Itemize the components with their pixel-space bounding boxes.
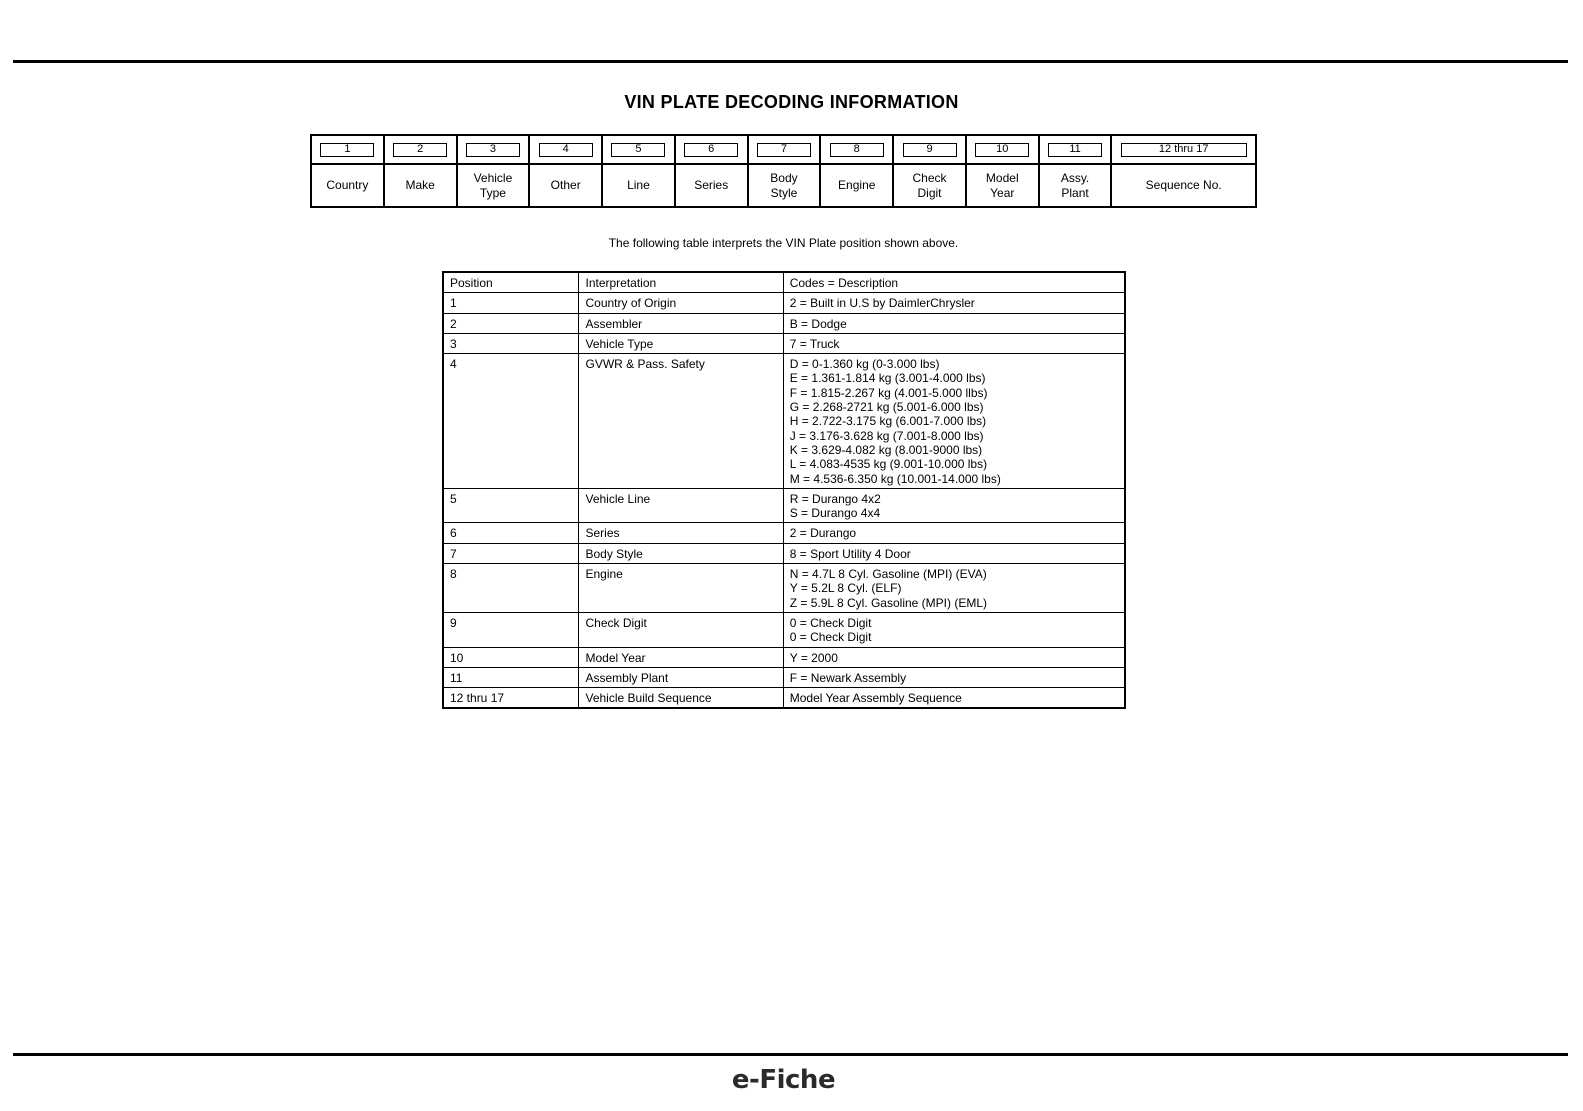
vin-position-number-area bbox=[1112, 136, 1255, 165]
code-line: M = 4.536-6.350 kg (10.001-14.000 lbs) bbox=[789, 471, 1001, 486]
code-line: Model Year Assembly Sequence bbox=[789, 691, 962, 706]
code-line: G = 2.268-2721 kg (5.001-6.000 lbs) bbox=[789, 400, 984, 415]
cell-position: 8 bbox=[443, 564, 579, 613]
code-line: J = 3.176-3.628 kg (7.001-8.000 lbs) bbox=[789, 428, 984, 443]
cell-codes bbox=[783, 313, 1125, 333]
vin-position-cell bbox=[312, 136, 385, 206]
cell-codes bbox=[783, 667, 1125, 687]
cell-codes bbox=[783, 564, 1125, 613]
table-row bbox=[443, 333, 1125, 353]
vin-position-label: Body Style bbox=[770, 170, 798, 200]
cell-position: 2 bbox=[443, 313, 579, 333]
vin-position-cell bbox=[603, 136, 676, 206]
cell-position: 10 bbox=[443, 647, 579, 667]
vin-position-label: Other bbox=[550, 178, 581, 192]
table-row bbox=[443, 688, 1125, 709]
cell-interpretation: Vehicle Type bbox=[579, 333, 783, 353]
vin-position-number-area bbox=[530, 136, 601, 165]
vin-position-label: Vehicle Type bbox=[473, 170, 513, 200]
table-row bbox=[443, 564, 1125, 613]
cell-interpretation: Series bbox=[579, 523, 783, 543]
vin-position-label: Model Year bbox=[985, 170, 1019, 200]
table-row bbox=[443, 543, 1125, 563]
cell-interpretation: Assembly Plant bbox=[579, 667, 783, 687]
code-line: D = 0-1.360 kg (0-3.000 lbs) bbox=[789, 357, 940, 372]
header-position: Position bbox=[443, 272, 579, 293]
code-line: 7 = Truck bbox=[789, 336, 840, 351]
code-line: Z = 5.9L 8 Cyl. Gasoline (MPI) (EML) bbox=[789, 595, 987, 610]
table-row bbox=[443, 488, 1125, 523]
vin-position-label: Line bbox=[627, 178, 650, 192]
cell-codes bbox=[783, 488, 1125, 523]
code-line: 0 = Check Digit bbox=[789, 615, 872, 630]
efiche-logo: e-Fiche bbox=[731, 1065, 836, 1095]
header-codes: Codes = Description bbox=[783, 272, 1125, 293]
table-row bbox=[443, 293, 1125, 313]
vin-position-number: 12 thru 17 bbox=[1121, 143, 1247, 157]
cell-codes bbox=[783, 647, 1125, 667]
table-row bbox=[443, 612, 1125, 647]
cell-interpretation: GVWR & Pass. Safety bbox=[579, 354, 783, 489]
vin-position-label: Engine bbox=[838, 178, 876, 192]
vin-position-number: 2 bbox=[393, 143, 447, 157]
table-row bbox=[443, 667, 1125, 687]
table-header-row bbox=[443, 272, 1125, 293]
vin-position-label: Series bbox=[694, 178, 729, 192]
vin-position-number: 10 bbox=[975, 143, 1029, 157]
cell-position: 9 bbox=[443, 612, 579, 647]
cell-interpretation: Engine bbox=[579, 564, 783, 613]
cell-interpretation: Vehicle Build Sequence bbox=[579, 688, 783, 709]
code-line: 0 = Check Digit bbox=[789, 630, 872, 645]
vin-position-number: 11 bbox=[1048, 143, 1102, 157]
code-line: K = 3.629-4.082 kg (8.001-9000 lbs) bbox=[789, 442, 983, 457]
cell-position: 6 bbox=[443, 523, 579, 543]
code-line: B = Dodge bbox=[789, 316, 847, 331]
vin-position-number-area bbox=[458, 136, 529, 165]
vin-decode-table bbox=[442, 271, 1126, 709]
cell-codes bbox=[783, 612, 1125, 647]
code-line: N = 4.7L 8 Cyl. Gasoline (MPI) (EVA) bbox=[789, 567, 987, 582]
code-line: F = Newark Assembly bbox=[789, 670, 907, 685]
table-row bbox=[443, 523, 1125, 543]
vin-position-cell bbox=[676, 136, 749, 206]
code-line: H = 2.722-3.175 kg (6.001-7.000 lbs) bbox=[789, 414, 987, 429]
cell-interpretation: Country of Origin bbox=[579, 293, 783, 313]
cell-codes bbox=[783, 523, 1125, 543]
vin-position-number: 4 bbox=[539, 143, 593, 157]
vin-position-number-area bbox=[894, 136, 965, 165]
vin-position-number-area bbox=[676, 136, 747, 165]
code-line: L = 4.083-4535 kg (9.001-10.000 lbs) bbox=[789, 457, 988, 472]
vin-position-number: 7 bbox=[757, 143, 811, 157]
cell-codes bbox=[783, 293, 1125, 313]
code-line: Y = 5.2L 8 Cyl. (ELF) bbox=[789, 581, 902, 596]
vin-position-number-area bbox=[312, 136, 383, 165]
cell-codes bbox=[783, 354, 1125, 489]
vin-position-number-area bbox=[821, 136, 892, 165]
code-line: S = Durango 4x4 bbox=[789, 506, 881, 521]
code-line: 2 = Built in U.S by DaimlerChrysler bbox=[789, 296, 975, 311]
cell-interpretation: Body Style bbox=[579, 543, 783, 563]
vin-position-number: 8 bbox=[830, 143, 884, 157]
code-line: F = 1.815-2.267 kg (4.001-5.000 llbs) bbox=[789, 385, 988, 400]
vin-position-label: Sequence No. bbox=[1145, 178, 1222, 192]
vin-position-cell bbox=[967, 136, 1040, 206]
cell-interpretation: Model Year bbox=[579, 647, 783, 667]
vin-position-number: 3 bbox=[466, 143, 520, 157]
table-caption: The following table interprets the VIN Plate position shown above. bbox=[608, 236, 959, 250]
vin-position-cell bbox=[530, 136, 603, 206]
vin-position-cell bbox=[1040, 136, 1113, 206]
code-line: 2 = Durango bbox=[789, 526, 857, 541]
vin-position-cell bbox=[821, 136, 894, 206]
cell-position: 5 bbox=[443, 488, 579, 523]
code-line: E = 1.361-1.814 kg (3.001-4.000 lbs) bbox=[789, 371, 986, 386]
vin-position-label: Assy. Plant bbox=[1060, 170, 1090, 200]
vin-position-cell bbox=[385, 136, 458, 206]
bottom-rule bbox=[13, 1053, 1568, 1056]
table-row bbox=[443, 647, 1125, 667]
cell-position: 11 bbox=[443, 667, 579, 687]
cell-interpretation: Assembler bbox=[579, 313, 783, 333]
vin-position-cell bbox=[749, 136, 822, 206]
cell-codes bbox=[783, 688, 1125, 709]
vin-position-label: Country bbox=[326, 178, 369, 192]
vin-position-number-area bbox=[1040, 136, 1111, 165]
cell-position: 4 bbox=[443, 354, 579, 489]
table-row bbox=[443, 354, 1125, 489]
code-line: Y = 2000 bbox=[789, 650, 838, 665]
vin-position-number: 5 bbox=[611, 143, 665, 157]
cell-position: 1 bbox=[443, 293, 579, 313]
vin-position-cell bbox=[458, 136, 531, 206]
cell-interpretation: Check Digit bbox=[579, 612, 783, 647]
cell-position: 7 bbox=[443, 543, 579, 563]
vin-position-number: 1 bbox=[320, 143, 374, 157]
vin-position-number-area bbox=[385, 136, 456, 165]
vin-position-number: 6 bbox=[684, 143, 738, 157]
cell-position: 12 thru 17 bbox=[443, 688, 579, 709]
vin-position-number-area bbox=[749, 136, 820, 165]
cell-position: 3 bbox=[443, 333, 579, 353]
page-title: VIN PLATE DECODING INFORMATION bbox=[624, 92, 959, 112]
vin-position-number-area bbox=[967, 136, 1038, 165]
vin-position-label: Make bbox=[405, 178, 435, 192]
code-line: 8 = Sport Utility 4 Door bbox=[789, 546, 911, 561]
cell-codes bbox=[783, 543, 1125, 563]
vin-position-number: 9 bbox=[903, 143, 957, 157]
cell-interpretation: Vehicle Line bbox=[579, 488, 783, 523]
vin-position-label: Check Digit bbox=[912, 170, 947, 200]
code-line: R = Durango 4x2 bbox=[789, 491, 881, 506]
table-row bbox=[443, 313, 1125, 333]
top-rule bbox=[13, 60, 1568, 63]
vin-plate-diagram bbox=[310, 134, 1257, 208]
vin-position-cell bbox=[1112, 136, 1255, 206]
vin-position-number-area bbox=[603, 136, 674, 165]
header-interpretation: Interpretation bbox=[579, 272, 783, 293]
vin-position-cell bbox=[894, 136, 967, 206]
cell-codes bbox=[783, 333, 1125, 353]
